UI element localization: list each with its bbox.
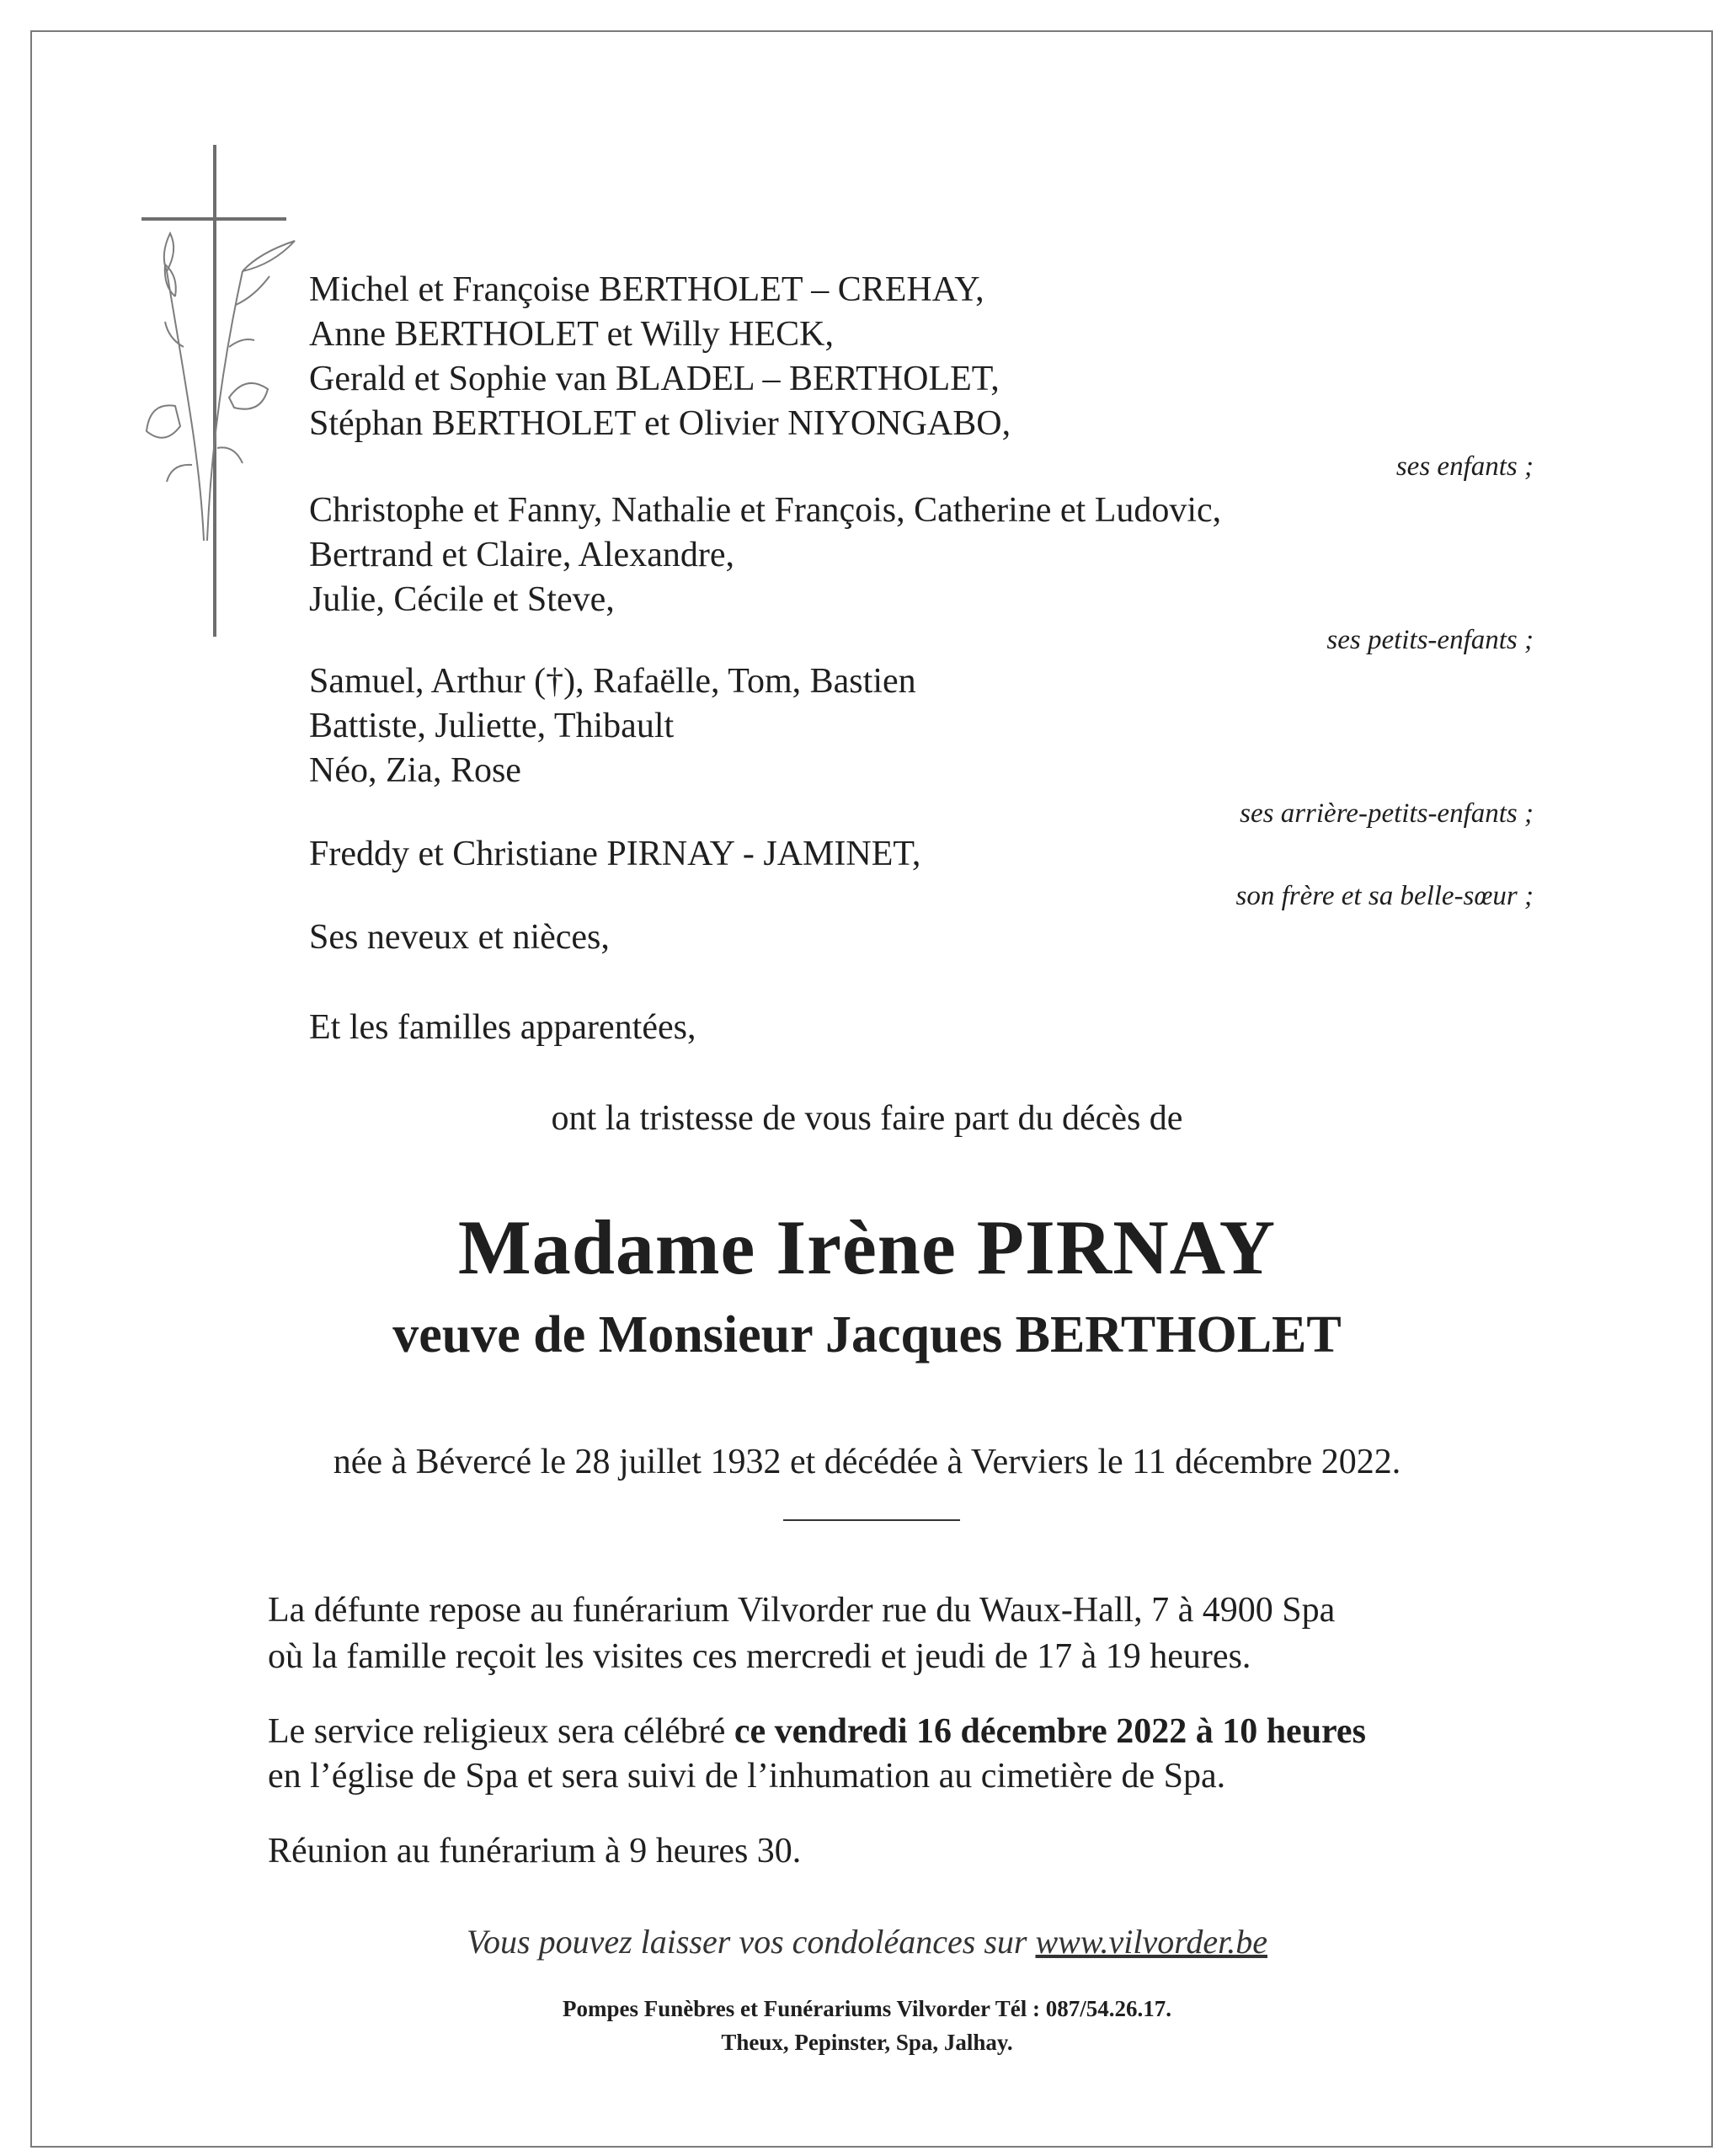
- footer-line-1: Pompes Funèbres et Funérariums Vilvorder Tél : 087/54.26.17.: [563, 1996, 1171, 2021]
- great-grandchild-line-2: Battiste, Juliette, Thibault: [309, 707, 675, 745]
- meeting-line: Réunion au funérarium à 9 heures 30.: [268, 1832, 802, 1870]
- children-role: ses enfants ;: [1395, 451, 1534, 482]
- child-line-3: Gerald et Sophie van BLADEL – BERTHOLET,: [309, 360, 1000, 398]
- rest-line-2: où la famille reçoit les visites ces mercredi et jeudi de 17 à 19 heures.: [268, 1637, 1251, 1676]
- dates-line: née à Bévercé le 28 juillet 1932 et décédée à Verviers le 11 décembre 2022.: [333, 1443, 1401, 1481]
- grandchildren-role: ses petits-enfants ;: [1326, 625, 1534, 655]
- announcement: ont la tristesse de vous faire part du décès de: [551, 1099, 1183, 1138]
- relatives-line: Et les familles apparentées,: [309, 1008, 696, 1047]
- nephews-line: Ses neveux et nièces,: [309, 918, 610, 957]
- child-line-4: Stéphan BERTHOLET et Olivier NIYONGABO,: [309, 404, 1011, 443]
- child-line-2: Anne BERTHOLET et Willy HECK,: [309, 315, 835, 354]
- separator-line: [783, 1519, 960, 1521]
- service-prefix: Le service religieux sera célébré: [268, 1712, 734, 1751]
- grandchild-line-1: Christophe et Fanny, Nathalie et François, Catherine et Ludovic,: [309, 491, 1222, 530]
- service-line-2: en l’église de Spa et sera suivi de l’inhumation au cimetière de Spa.: [268, 1757, 1226, 1796]
- condolences-text: Vous pouvez laisser vos condoléances sur: [467, 1923, 1036, 1961]
- great-grandchild-line-1: Samuel, Arthur (†), Rafaëlle, Tom, Bastien: [309, 662, 916, 701]
- sibling-line: Freddy et Christiane PIRNAY - JAMINET,: [309, 835, 921, 873]
- service-line-1: [268, 1710, 1366, 1754]
- great-grandchild-line-3: Néo, Zia, Rose: [309, 751, 521, 790]
- footer-line-2: Theux, Pepinster, Spa, Jalhay.: [721, 2030, 1013, 2055]
- child-line-1: Michel et Françoise BERTHOLET – CREHAY,: [309, 270, 984, 309]
- cross-icon: [141, 145, 301, 642]
- spouse-line: veuve de Monsieur Jacques BERTHOLET: [392, 1306, 1342, 1364]
- sibling-role: son frère et sa belle-sœur ;: [1235, 881, 1534, 911]
- deceased-name: Madame Irène PIRNAY: [457, 1204, 1277, 1290]
- great-grandchildren-role: ses arrière-petits-enfants ;: [1240, 798, 1534, 829]
- condolences-note: [0, 1922, 1734, 1961]
- service-date: ce vendredi 16 décembre 2022 à 10 heures: [734, 1712, 1366, 1751]
- grandchild-line-2: Bertrand et Claire, Alexandre,: [309, 536, 734, 574]
- rest-line-1: La défunte repose au funérarium Vilvorder rue du Waux-Hall, 7 à 4900 Spa: [268, 1591, 1336, 1630]
- grandchild-line-3: Julie, Cécile et Steve,: [309, 580, 615, 619]
- condolences-link[interactable]: www.vilvorder.be: [1035, 1923, 1267, 1961]
